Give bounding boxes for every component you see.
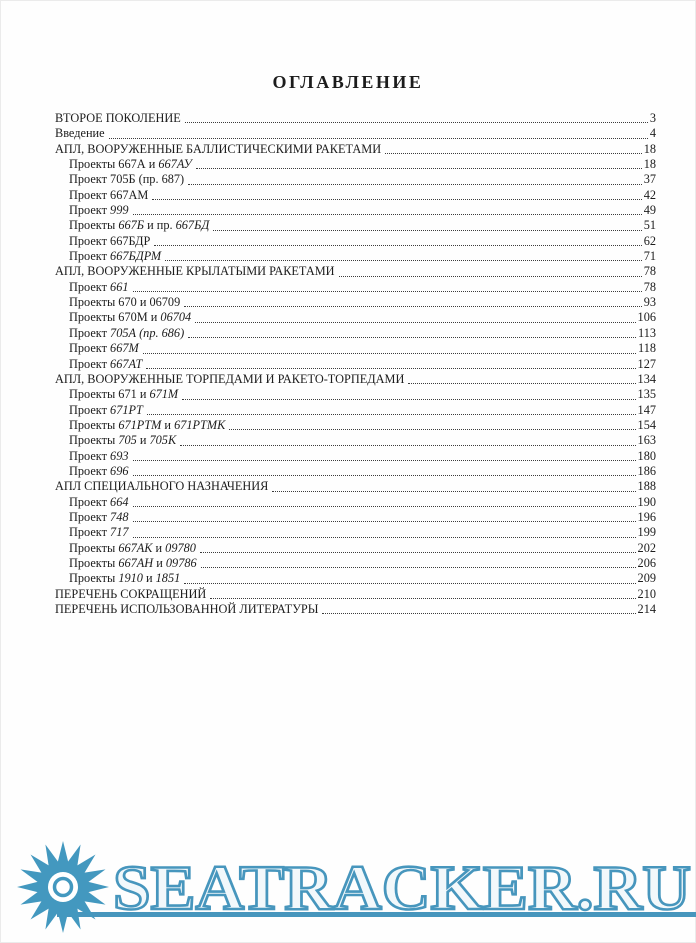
toc-entry-label: Проект 671РТ — [69, 402, 143, 417]
toc-leader — [180, 445, 635, 446]
sunburst-logo-icon — [17, 841, 109, 933]
toc-entry — [55, 464, 656, 479]
toc-page-number: 118 — [638, 341, 656, 356]
toc-entry-label: Проект 667М — [69, 341, 139, 356]
toc-leader — [229, 429, 635, 430]
toc-page-number: 49 — [643, 203, 656, 218]
toc-page-number: 202 — [637, 540, 656, 555]
toc-entry-label: Проекты 667АН и 09786 — [69, 555, 197, 570]
toc-page-number: 147 — [637, 402, 656, 417]
toc-entry — [55, 449, 656, 464]
toc-leader — [152, 199, 641, 200]
toc-page-number: 199 — [637, 525, 656, 540]
toc-leader — [146, 368, 635, 369]
toc-leader — [210, 598, 635, 599]
toc-leader — [133, 475, 636, 476]
toc-entry-label: ПЕРЕЧЕНЬ СОКРАЩЕНИЙ — [55, 586, 207, 601]
toc-leader — [201, 567, 636, 568]
toc-page-number: 18 — [643, 157, 656, 172]
toc-leader — [182, 399, 635, 400]
toc-leader — [133, 506, 636, 507]
toc-entry-label: АПЛ, ВООРУЖЕННЫЕ КРЫЛАТЫМИ РАКЕТАМИ — [55, 264, 335, 279]
toc-page-number: 210 — [637, 586, 656, 601]
toc-page-number: 18 — [643, 141, 656, 156]
toc-entry-label: Проекты 667Б и пр. 667БД — [69, 218, 210, 233]
toc-leader — [196, 168, 642, 169]
toc-leader — [188, 184, 642, 185]
toc-leader — [133, 537, 636, 538]
toc-entry — [55, 602, 656, 617]
toc-entry-label: Проекты 670 и 06709 — [69, 295, 181, 310]
toc-page-number: 127 — [637, 356, 656, 371]
watermark — [0, 831, 696, 943]
toc-page-number: 154 — [637, 417, 656, 432]
toc-entry — [55, 357, 656, 372]
toc-page-number: 134 — [637, 371, 656, 386]
toc-entry — [55, 203, 656, 218]
toc-page-number: 163 — [637, 433, 656, 448]
toc-page-number: 71 — [643, 249, 656, 264]
toc-page-number: 190 — [637, 494, 656, 509]
toc-leader — [200, 552, 636, 553]
toc-page-number: 42 — [643, 187, 656, 202]
toc-page-number: 78 — [643, 279, 656, 294]
toc-page-number: 4 — [649, 126, 656, 141]
toc-entry-label: Проекты 1910 и 1851 — [69, 571, 181, 586]
toc-entry — [55, 157, 656, 172]
toc-page-number: 206 — [637, 555, 656, 570]
toc-list — [55, 111, 656, 617]
toc-entry-label: Введение — [55, 126, 105, 141]
toc-entry-label: Проект 999 — [69, 203, 129, 218]
toc-page-number: 180 — [637, 448, 656, 463]
toc-page-number: 196 — [637, 509, 656, 524]
toc-leader — [165, 260, 642, 261]
toc-page-number: 113 — [638, 325, 656, 340]
toc-page-number: 214 — [637, 602, 656, 616]
toc-entry-label: Проект 693 — [69, 448, 129, 463]
toc-leader — [408, 383, 635, 384]
toc-entry — [55, 495, 656, 510]
toc-leader — [185, 122, 648, 123]
toc-entry — [55, 218, 656, 233]
toc-entry-label: АПЛ, ВООРУЖЕННЫЕ БАЛЛИСТИЧЕСКИМИ РАКЕТАМИ — [55, 141, 382, 156]
toc-page-number: 51 — [643, 218, 656, 233]
toc-page-number: 93 — [643, 295, 656, 310]
toc-entry-label: АПЛ, ВООРУЖЕННЫЕ ТОРПЕДАМИ И РАКЕТО-ТОРПЕДАМИ — [55, 371, 405, 386]
toc-page-number: 3 — [649, 111, 656, 125]
toc-page-number: 135 — [637, 387, 656, 402]
toc-entry-label: Проекты 667АК и 09780 — [69, 540, 196, 555]
toc-entry — [55, 587, 656, 602]
toc-page-number: 37 — [643, 172, 656, 187]
toc-leader — [109, 138, 648, 139]
toc-entry-label: Проект 664 — [69, 494, 129, 509]
toc-leader — [133, 214, 642, 215]
toc-entry-label: Проекты 705 и 705К — [69, 433, 177, 448]
toc-entry — [55, 525, 656, 540]
toc-entry-label: Проект 667АМ — [69, 187, 149, 202]
toc-page-number: 106 — [637, 310, 656, 325]
toc-leader — [143, 353, 636, 354]
toc-entry-label: Проекты 671РТМ и 671РТМК — [69, 417, 226, 432]
toc-leader — [213, 230, 641, 231]
toc-leader — [188, 337, 636, 338]
toc-entry — [55, 111, 656, 126]
toc-entry — [55, 571, 656, 586]
toc-entry-label: Проект 696 — [69, 463, 129, 478]
toc-entry-label: АПЛ СПЕЦИАЛЬНОГО НАЗНАЧЕНИЯ — [55, 479, 269, 494]
toc-entry — [55, 142, 656, 157]
toc-entry — [55, 479, 656, 494]
toc-entry — [55, 433, 656, 448]
toc-page-number: 188 — [637, 479, 656, 494]
toc-entry-label: ВТОРОЕ ПОКОЛЕНИЕ — [55, 111, 181, 125]
toc-entry — [55, 541, 656, 556]
toc-page-number: 186 — [637, 463, 656, 478]
toc-entry-label: Проект 667БДР — [69, 233, 151, 248]
toc-leader — [184, 306, 641, 307]
toc-entry-label: Проекты 670М и 06704 — [69, 310, 192, 325]
toc-leader — [133, 521, 636, 522]
toc-leader — [133, 291, 642, 292]
toc-entry-label: Проект 705А (пр. 686) — [69, 325, 185, 340]
toc-page-number: 209 — [637, 571, 656, 586]
toc-entry — [55, 295, 656, 310]
toc-entry-label: Проект 748 — [69, 509, 129, 524]
toc-entry — [55, 280, 656, 295]
toc-entry — [55, 403, 656, 418]
toc-leader — [147, 414, 636, 415]
toc-entry — [55, 126, 656, 141]
toc-entry — [55, 310, 656, 325]
toc-entry — [55, 341, 656, 356]
toc-entry-label: Проект 717 — [69, 525, 129, 540]
toc-entry — [55, 326, 656, 341]
toc-entry-label: Проект 661 — [69, 279, 129, 294]
toc-entry — [55, 418, 656, 433]
toc-entry — [55, 234, 656, 249]
toc-entry — [55, 510, 656, 525]
watermark-text: SEATRACKER.RU — [113, 852, 691, 923]
toc-entry — [55, 249, 656, 264]
toc-leader — [322, 613, 635, 614]
toc-entry-label: Проекты 671 и 671М — [69, 387, 179, 402]
toc-leader — [339, 276, 642, 277]
toc-leader — [272, 491, 635, 492]
toc-entry — [55, 264, 656, 279]
page-title: ОГЛАВЛЕНИЕ — [272, 72, 424, 92]
toc-leader — [195, 322, 635, 323]
toc-leader — [154, 245, 641, 246]
toc-entry — [55, 556, 656, 571]
toc-entry-label: Проект 667БДРМ — [69, 249, 162, 264]
toc-page-number: 78 — [643, 264, 656, 279]
toc-page-number: 62 — [643, 233, 656, 248]
toc-leader — [133, 460, 636, 461]
toc-leader — [184, 583, 635, 584]
toc-entry-label: Проект 667АТ — [69, 356, 143, 371]
toc-entry-label: Проект 705Б (пр. 687) — [69, 172, 185, 187]
toc-entry — [55, 172, 656, 187]
toc-entry — [55, 387, 656, 402]
toc-entry — [55, 188, 656, 203]
toc-entry — [55, 372, 656, 387]
toc-entry-label: ПЕРЕЧЕНЬ ИСПОЛЬЗОВАННОЙ ЛИТЕРАТУРЫ — [55, 602, 319, 616]
toc-entry-label: Проекты 667А и 667АУ — [69, 157, 192, 172]
toc-leader — [385, 153, 642, 154]
